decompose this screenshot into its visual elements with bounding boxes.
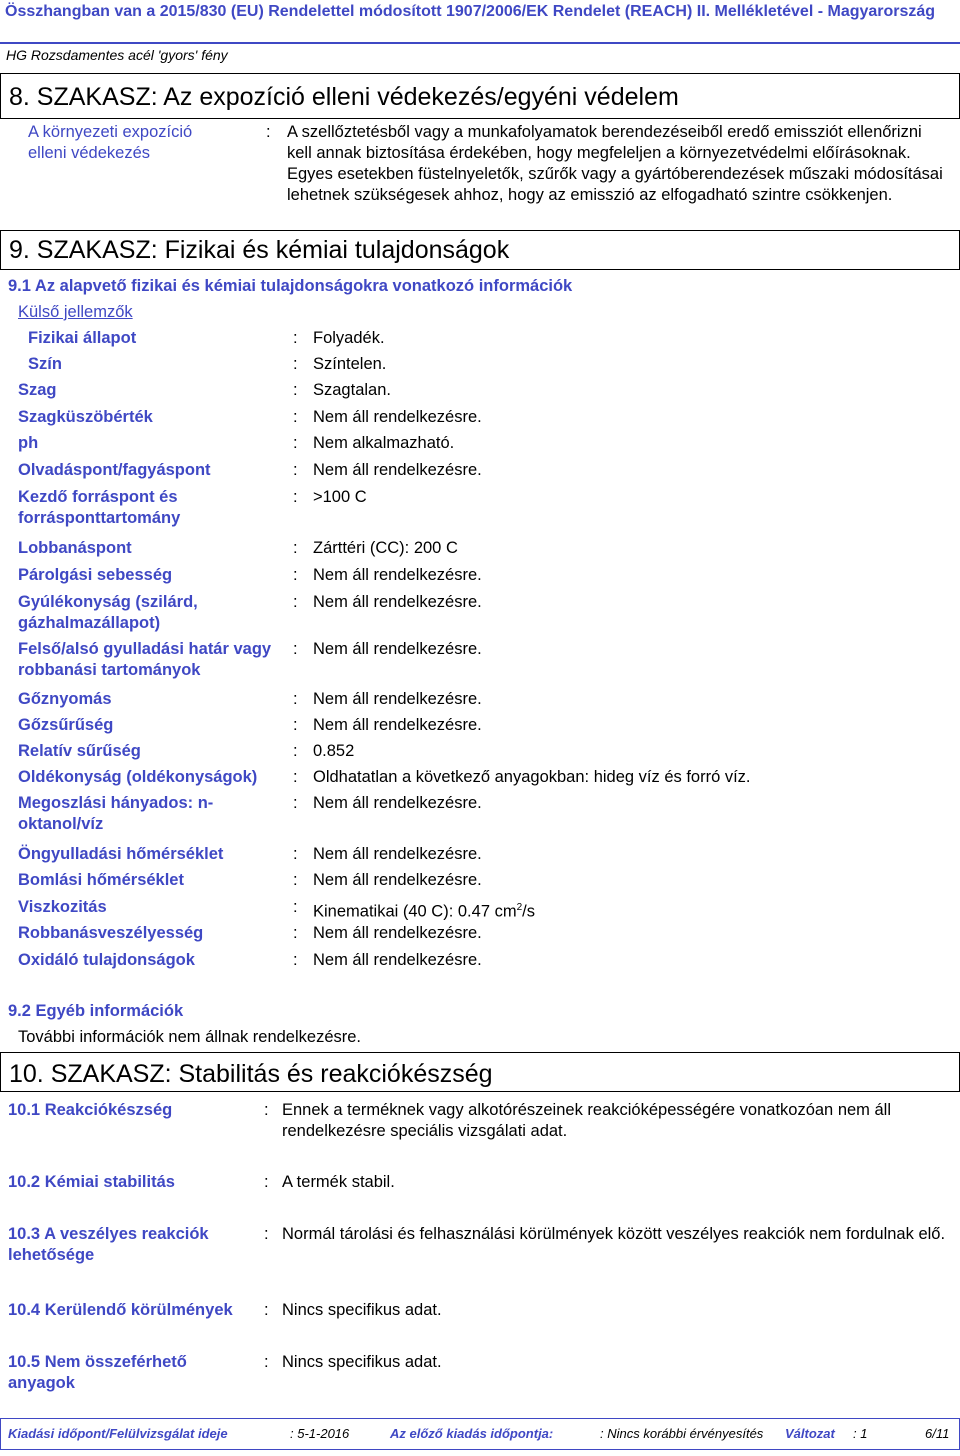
- property-value: Nem áll rendelkezésre.: [313, 845, 482, 863]
- document-header-title: Összhangban van a 2015/830 (EU) Rendelettel módosított 1907/2006/EK Rendelet (REACH) II. Mellékletével - Magyarország: [5, 3, 936, 20]
- colon: :: [266, 123, 271, 141]
- property-label: Relatív sűrűség: [18, 742, 141, 760]
- colon: :: [293, 924, 298, 942]
- property-label: Lobbanáspont: [18, 539, 132, 557]
- property-value-main: Kinematikai (40 C): 0.47 cm: [313, 902, 517, 921]
- colon: :: [293, 640, 298, 658]
- property-value: Folyadék.: [313, 329, 385, 347]
- property-label: Fizikai állapot: [28, 329, 137, 347]
- external-characteristics-heading: Külső jellemzők: [18, 303, 133, 321]
- colon: :: [293, 716, 298, 734]
- property-label: Szagküszöbérték: [18, 408, 153, 426]
- colon: :: [293, 690, 298, 708]
- property-label: ph: [18, 434, 39, 452]
- property-value: Nem áll rendelkezésre.: [313, 408, 482, 426]
- property-label: Oxidáló tulajdonságok: [18, 951, 195, 969]
- product-name: HG Rozsdamentes acél 'gyors' fény: [6, 47, 228, 63]
- section-10-label: 10.2 Kémiai stabilitás: [8, 1173, 175, 1191]
- property-value: Színtelen.: [313, 355, 387, 373]
- property-label: Megoszlási hányados: n-oktanol/víz: [18, 794, 214, 833]
- section-10-header: [0, 1052, 960, 1092]
- colon: :: [293, 408, 298, 426]
- property-label: Párolgási sebesség: [18, 566, 173, 584]
- property-label: Felső/alsó gyulladási határ vagy robbanási tartományok: [18, 640, 272, 679]
- colon: :: [293, 566, 298, 584]
- property-value: Szagtalan.: [313, 381, 391, 399]
- footer-version-label: Változat: [785, 1426, 835, 1441]
- property-label: Viszkozitás: [18, 898, 107, 916]
- section-10-value: A termék stabil.: [282, 1173, 395, 1191]
- property-value: Nem áll rendelkezésre.: [313, 640, 482, 658]
- colon: :: [293, 871, 298, 889]
- footer-page-number: 6/11: [925, 1426, 950, 1441]
- section-10-value: Normál tárolási és felhasználási körülmények között veszélyes reakciók nem fordulnak elő.: [282, 1225, 946, 1243]
- section-9-header: [0, 230, 960, 270]
- colon: :: [293, 951, 298, 969]
- property-label: Oldékonyság (oldékonyságok): [18, 768, 258, 786]
- colon: :: [293, 845, 298, 863]
- colon: :: [293, 461, 298, 479]
- section-10-label: 10.1 Reakciókészség: [8, 1101, 173, 1119]
- colon: :: [293, 768, 298, 786]
- property-value: Nem áll rendelkezésre.: [313, 593, 482, 611]
- colon: :: [293, 539, 298, 557]
- property-label: Öngyulladási hőmérséklet: [18, 845, 224, 863]
- property-value-superscript: 2: [516, 902, 523, 913]
- section-8-header: [0, 73, 960, 119]
- property-label: Gőznyomás: [18, 690, 112, 708]
- section-10-value: Ennek a terméknek vagy alkotórészeinek reakcióképességére vonatkozóan nem áll rendelkezésre speciális vizsgálati adat.: [282, 1101, 892, 1140]
- footer-issue-label: Kiadási időpont/Felülvizsgálat ideje: [8, 1426, 228, 1441]
- section-9-title: 9. SZAKASZ: Fizikai és kémiai tulajdonságok: [9, 236, 510, 264]
- property-label: Olvadáspont/fagyáspont: [18, 461, 211, 479]
- footer-prev-label: Az előző kiadás időpontja:: [390, 1426, 554, 1441]
- colon: :: [293, 434, 298, 452]
- property-value: Zárttéri (CC): 200 C: [313, 539, 458, 557]
- colon: :: [293, 898, 298, 916]
- env-exposure-text: A szellőztetésből vagy a munkafolyamatok berendezéseiből eredő emissziót ellenőrizni kell annak biztosítása érdekében, hogy megfeleljen a környezetvédelmi előírásoknak. Egyes esetekben füstelnyeletők, szűrők vagy a gyártóberendezések műszaki módosításai lehetnek szükségesek ahhoz, hogy az emisszió az elfogadható szintre csökkenjen.: [287, 123, 943, 204]
- section-10-label: 10.5 Nem összeférhető anyagok: [8, 1353, 187, 1392]
- section-8-title: 8. SZAKASZ: Az expozíció elleni védekezés/egyéni védelem: [9, 83, 679, 111]
- footer-version-value: : 1: [853, 1426, 868, 1441]
- property-label: Kezdő forráspont és forrásponttartomány: [18, 488, 181, 527]
- property-label: Szín: [28, 355, 62, 373]
- colon: :: [293, 742, 298, 760]
- property-value: Nem áll rendelkezésre.: [313, 716, 482, 734]
- section-9-2-title: 9.2 Egyéb információk: [8, 1002, 184, 1020]
- env-exposure-label: A környezeti expozíció elleni védekezés: [28, 123, 193, 162]
- property-value: Nem áll rendelkezésre.: [313, 951, 482, 969]
- footer-prev-value: : Nincs korábbi érvényesítés: [600, 1426, 764, 1441]
- property-value: 0.852: [313, 742, 355, 760]
- property-value: Nem áll rendelkezésre.: [313, 924, 482, 942]
- colon: :: [293, 381, 298, 399]
- colon: :: [293, 593, 298, 611]
- property-value-unit: /s: [522, 902, 535, 921]
- property-label: Robbanásveszélyesség: [18, 924, 204, 942]
- property-value: >100 C: [313, 488, 367, 506]
- property-value: Nem áll rendelkezésre.: [313, 461, 482, 479]
- section-9-1-title: 9.1 Az alapvető fizikai és kémiai tulajdonságokra vonatkozó információk: [8, 277, 573, 295]
- colon: :: [264, 1101, 269, 1119]
- header-divider: [0, 42, 960, 44]
- property-value: Oldhatatlan a következő anyagokban: hideg víz és forró víz.: [313, 768, 751, 786]
- other-info-text: További információk nem állnak rendelkezésre.: [18, 1028, 362, 1046]
- section-10-value: Nincs specifikus adat.: [282, 1301, 442, 1319]
- colon: :: [293, 355, 298, 373]
- property-label: Bomlási hőmérséklet: [18, 871, 184, 889]
- property-value: [313, 897, 535, 923]
- section-10-value: Nincs specifikus adat.: [282, 1353, 442, 1371]
- section-10-label: 10.3 A veszélyes reakciók lehetősége: [8, 1225, 209, 1264]
- colon: :: [264, 1173, 269, 1191]
- property-label: Gyúlékonyság (szilárd, gázhalmazállapot): [18, 593, 198, 632]
- colon: :: [264, 1225, 269, 1243]
- property-label: Gőzsűrűség: [18, 716, 114, 734]
- colon: :: [293, 794, 298, 812]
- property-value: Nem áll rendelkezésre.: [313, 690, 482, 708]
- property-value: Nem áll rendelkezésre.: [313, 566, 482, 584]
- footer-issue-value: : 5-1-2016: [290, 1426, 350, 1441]
- property-value: Nem áll rendelkezésre.: [313, 794, 482, 812]
- property-label: Szag: [18, 381, 57, 399]
- colon: :: [264, 1353, 269, 1371]
- section-10-title: 10. SZAKASZ: Stabilitás és reakciókészség: [9, 1060, 493, 1088]
- colon: :: [293, 488, 298, 506]
- section-10-label: 10.4 Kerülendő körülmények: [8, 1301, 233, 1319]
- colon: :: [293, 329, 298, 347]
- colon: :: [264, 1301, 269, 1319]
- property-value: Nem áll rendelkezésre.: [313, 871, 482, 889]
- property-value: Nem alkalmazható.: [313, 434, 455, 452]
